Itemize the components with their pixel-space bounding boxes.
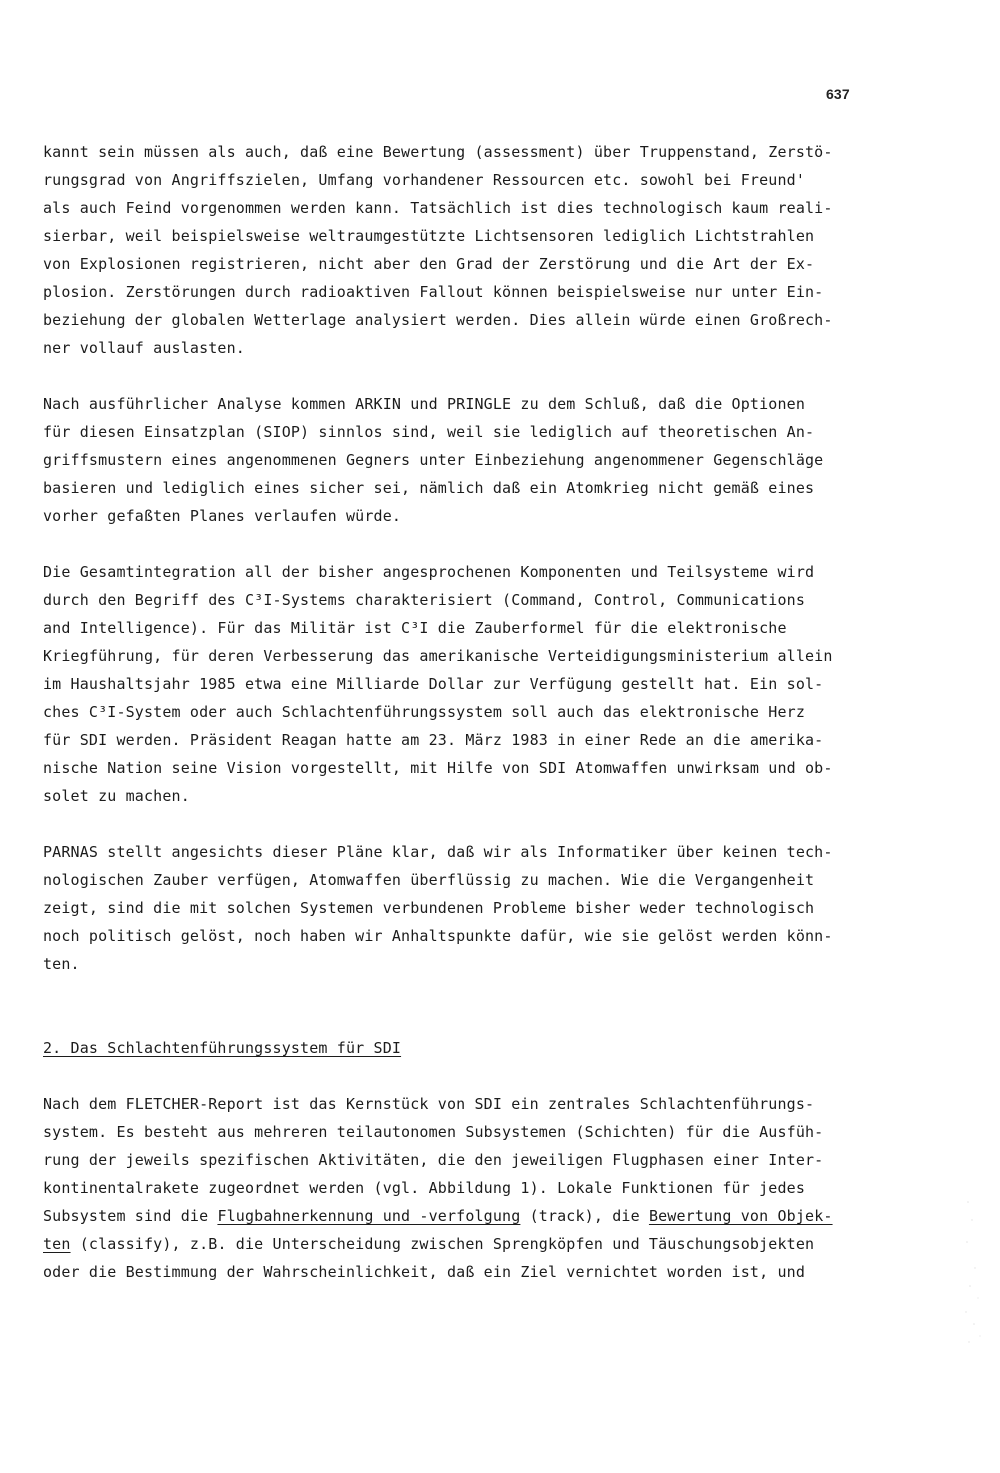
- text-segment: (classify), z.B. die Unterscheidung zwischen Sprengköpfen und Täuschungsobjekten: [70, 1235, 815, 1253]
- text-line: rung der jeweils spezifischen Aktivitäten, die den jeweiligen Flugphasen einer Inter-: [43, 1151, 824, 1169]
- text-line: plosion. Zerstörungen durch radioaktiven Fallout können beispielsweise nur unter Ein-: [43, 283, 824, 301]
- text-line: nische Nation seine Vision vorgestellt, mit Hilfe von SDI Atomwaffen unwirksam und ob-: [43, 759, 833, 777]
- underlined-term: Flugbahnerkennung und -verfolgung: [217, 1207, 521, 1225]
- paragraph: [43, 390, 843, 530]
- text-line: von Explosionen registrieren, nicht aber den Grad der Zerstörung und die Art der Ex-: [43, 255, 815, 273]
- paragraph: [43, 1090, 843, 1286]
- text-line: [43, 1202, 843, 1230]
- text-line: für SDI werden. Präsident Reagan hatte am 23. März 1983 in einer Rede an die amerika-: [43, 731, 824, 749]
- underlined-term: ten: [43, 1235, 71, 1253]
- text-segment: Subsystem sind die: [43, 1207, 218, 1225]
- text-line: rungsgrad von Angriffszielen, Umfang vorhandener Ressourcen etc. sowohl bei Freund': [43, 171, 806, 189]
- text-line: als auch Feind vorgenommen werden kann. Tatsächlich ist dies technologisch kaum reali-: [43, 199, 833, 217]
- paragraph-spacer: [43, 530, 843, 558]
- text-line: system. Es besteht aus mehreren teilautonomen Subsystemen (Schichten) für die Ausfüh-: [43, 1123, 824, 1141]
- paragraph-spacer: [43, 810, 843, 838]
- text-line: zeigt, sind die mit solchen Systemen verbundenen Probleme bisher weder technologisch: [43, 899, 815, 917]
- text-line: ches C³I-System oder auch Schlachtenführungssystem soll auch das elektronische Herz: [43, 703, 806, 721]
- text-line: im Haushaltsjahr 1985 etwa eine Milliarde Dollar zur Verfügung gestellt hat. Ein sol-: [43, 675, 824, 693]
- text-line: ner vollauf auslasten.: [43, 339, 245, 357]
- text-line: durch den Begriff des C³I-Systems charakterisiert (Command, Control, Communications: [43, 591, 806, 609]
- text-line: griffsmustern eines angenommenen Gegners unter Einbeziehung angenommener Gegenschläge: [43, 451, 824, 469]
- paragraph: [43, 138, 843, 362]
- text-segment: (track), die: [520, 1207, 649, 1225]
- text-line: ten.: [43, 955, 80, 973]
- text-line: basieren und lediglich eines sicher sei, nämlich daß ein Atomkrieg nicht gemäß eines: [43, 479, 815, 497]
- section-heading: 2. Das Schlachtenführungssystem für SDI: [43, 1039, 402, 1057]
- text-line: vorher gefaßten Planes verlaufen würde.: [43, 507, 402, 525]
- section-spacer: [43, 978, 843, 1034]
- text-line: kontinentalrakete zugeordnet werden (vgl. Abbildung 1). Lokale Funktionen für jedes: [43, 1179, 806, 1197]
- text-line: PARNAS stellt angesichts dieser Pläne klar, daß wir als Informatiker über keinen tech-: [43, 843, 833, 861]
- paragraph: [43, 558, 843, 810]
- text-line: kannt sein müssen als auch, daß eine Bewertung (assessment) über Truppenstand, Zerstö-: [43, 143, 833, 161]
- text-line: Kriegführung, für deren Verbesserung das amerikanische Verteidigungsministerium allein: [43, 647, 833, 665]
- text-line: nologischen Zauber verfügen, Atomwaffen überflüssig zu machen. Wie die Vergangenheit: [43, 871, 815, 889]
- text-line: and Intelligence). Für das Militär ist C³I die Zauberformel für die elektronische: [43, 619, 787, 637]
- text-line: solet zu machen.: [43, 787, 190, 805]
- text-line: noch politisch gelöst, noch haben wir Anhaltspunkte dafür, wie sie gelöst werden könn-: [43, 927, 833, 945]
- paragraph-spacer: [43, 1062, 843, 1090]
- scan-artifact-marks: [958, 1190, 988, 1350]
- text-line: für diesen Einsatzplan (SIOP) sinnlos sind, weil sie lediglich auf theoretischen An-: [43, 423, 815, 441]
- text-line: Nach dem FLETCHER-Report ist das Kernstück von SDI ein zentrales Schlachtenführungs-: [43, 1095, 815, 1113]
- body-text: [43, 138, 843, 1286]
- text-line: Die Gesamtintegration all der bisher angesprochenen Komponenten und Teilsysteme wird: [43, 563, 815, 581]
- text-line: Nach ausführlicher Analyse kommen ARKIN und PRINGLE zu dem Schluß, daß die Optionen: [43, 395, 806, 413]
- text-line: sierbar, weil beispielsweise weltraumgestützte Lichtsensoren lediglich Lichtstrahlen: [43, 227, 815, 245]
- paragraph: [43, 838, 843, 978]
- page-number: 637: [826, 86, 850, 102]
- text-line: [43, 1230, 843, 1258]
- text-line: oder die Bestimmung der Wahrscheinlichkeit, daß ein Ziel vernichtet worden ist, und: [43, 1263, 806, 1281]
- text-line: beziehung der globalen Wetterlage analysiert werden. Dies allein würde einen Großrech-: [43, 311, 833, 329]
- underlined-term: Bewertung von Objek-: [648, 1207, 833, 1225]
- paragraph-spacer: [43, 362, 843, 390]
